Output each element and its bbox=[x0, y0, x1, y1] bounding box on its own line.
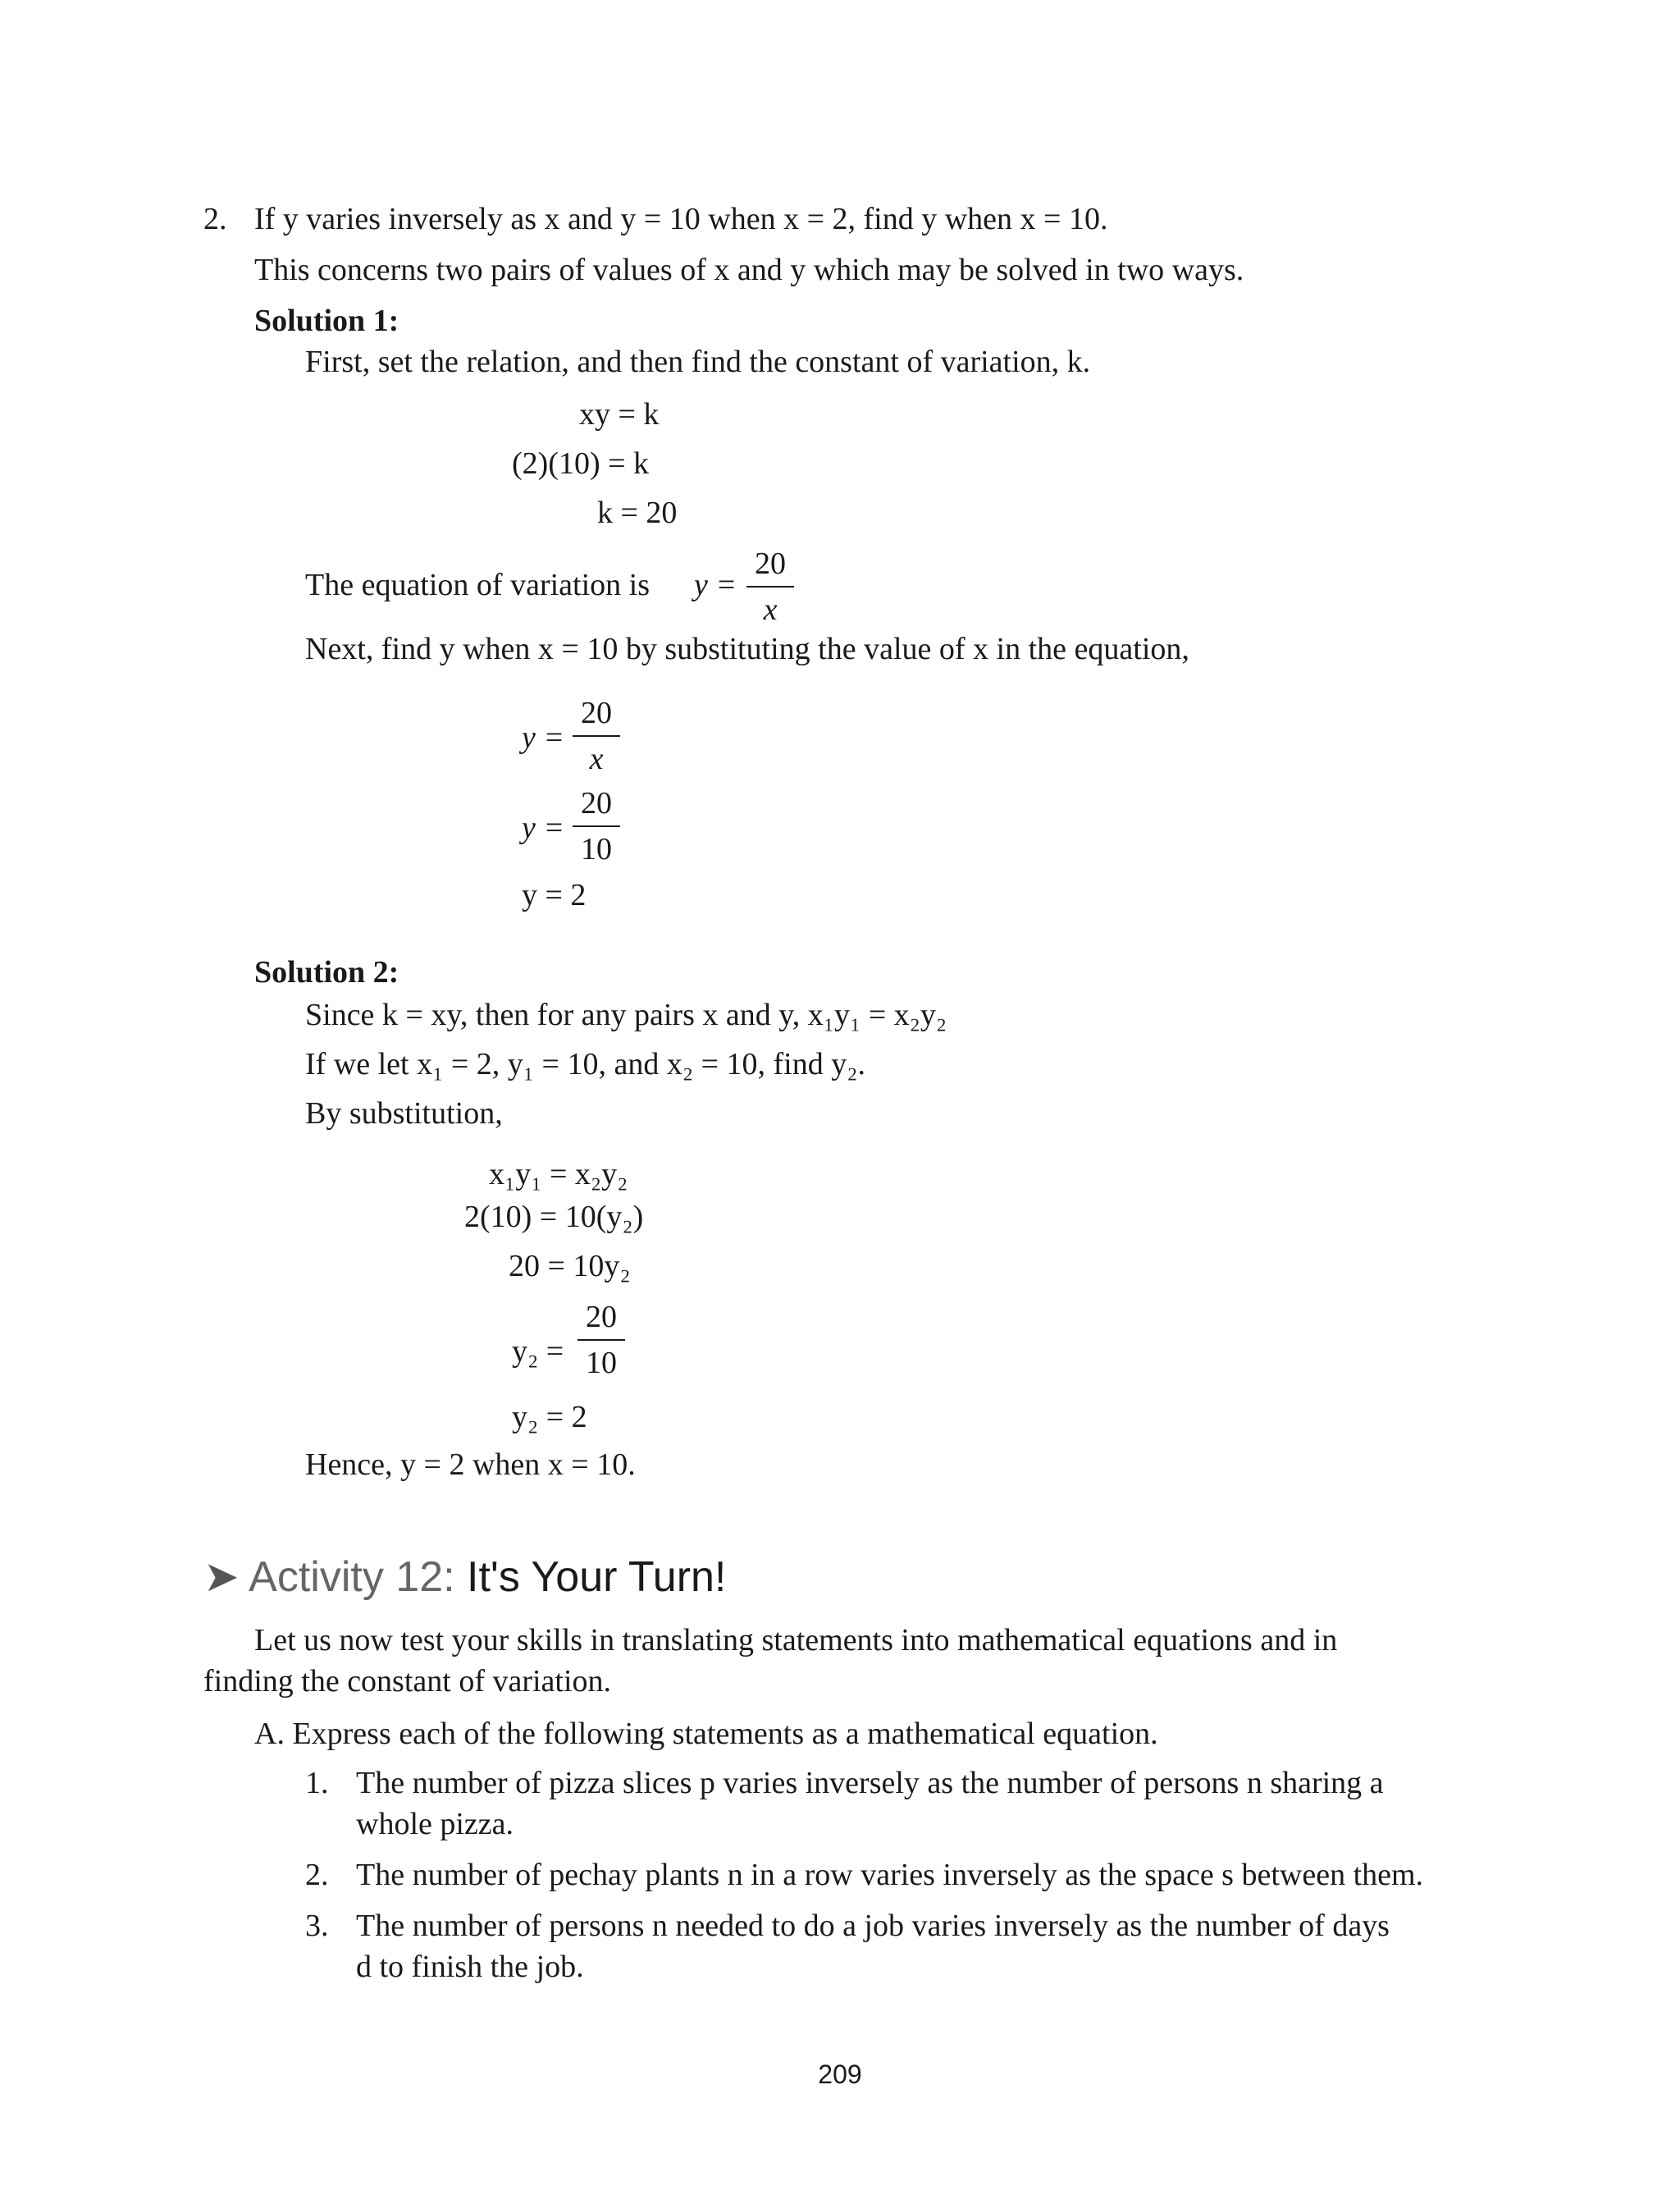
equation-of-variation-text: The equation of variation is bbox=[305, 568, 650, 602]
fraction-denominator: x bbox=[763, 592, 778, 627]
sub3: y = 2 bbox=[522, 878, 587, 912]
item-3-number: 3. bbox=[305, 1909, 329, 1943]
activity-label: Activity 12: bbox=[249, 1553, 455, 1601]
fraction-bar bbox=[578, 1339, 625, 1341]
fraction-denominator: 10 bbox=[586, 1346, 617, 1380]
solution1-heading: Solution 1: bbox=[254, 304, 399, 338]
fraction-numerator: 20 bbox=[581, 696, 612, 730]
solution1-eq2: (2)(10) = k bbox=[512, 446, 650, 481]
activity-intro-line1: Let us now test your skills in translating statements into mathematical equations and in bbox=[254, 1623, 1338, 1657]
sub1-lhs: y = bbox=[522, 720, 565, 755]
fraction-denominator: x bbox=[589, 742, 604, 776]
activity-title: It's Your Turn! bbox=[467, 1553, 727, 1601]
item-2-line1: The number of pechay plants n in a row varies inversely as the space s between them. bbox=[356, 1858, 1424, 1892]
solution2-eq3: 20 = 10y₂ bbox=[509, 1249, 631, 1283]
problem-number: 2. bbox=[203, 202, 227, 236]
activity-intro-line2: finding the constant of variation. bbox=[203, 1664, 612, 1699]
solution2-conclusion: Hence, y = 2 when x = 10. bbox=[305, 1447, 636, 1482]
activity-part-a: A. Express each of the following statements as a mathematical equation. bbox=[254, 1717, 1158, 1751]
fraction-denominator: 10 bbox=[581, 832, 612, 866]
item-1-number: 1. bbox=[305, 1766, 329, 1800]
item-1-line1: The number of pizza slices p varies inversely as the number of persons n sharing a bbox=[356, 1766, 1384, 1800]
solution2-line3: By substitution, bbox=[305, 1096, 503, 1131]
activity-heading bbox=[203, 1551, 726, 1603]
solution2-line2: If we let x₁ = 2, y₁ = 10, and x₂ = 10, find y₂. bbox=[305, 1047, 865, 1081]
problem-intro: This concerns two pairs of values of x and y which may be solved in two ways. bbox=[254, 253, 1244, 287]
solution2-eq5: y₂ = 2 bbox=[512, 1400, 587, 1434]
item-3-line2: d to finish the job. bbox=[356, 1950, 584, 1984]
solution2-line1: Since k = xy, then for any pairs x and y, x₁y₁ = x₂y₂ bbox=[305, 998, 947, 1032]
item-1-line2: whole pizza. bbox=[356, 1807, 514, 1841]
sub1-fraction bbox=[573, 694, 620, 778]
arrow-icon: ➤ bbox=[203, 1553, 240, 1601]
solution2-eq4-fraction bbox=[578, 1298, 625, 1382]
equation-of-variation-lhs: y = bbox=[694, 568, 737, 602]
sub2-fraction bbox=[573, 784, 620, 868]
item-3-line1: The number of persons n needed to do a job varies inversely as the number of days bbox=[356, 1909, 1390, 1943]
fraction-numerator: 20 bbox=[755, 546, 786, 581]
solution2-eq1: x₁y₁ = x₂y₂ bbox=[489, 1157, 628, 1191]
problem-statement: If y varies inversely as x and y = 10 when x = 2, find y when x = 10. bbox=[254, 202, 1108, 236]
fraction-bar bbox=[746, 586, 794, 588]
solution2-eq2: 2(10) = 10(y₂) bbox=[464, 1200, 644, 1234]
page-number: 209 bbox=[818, 2060, 862, 2089]
solution2-eq4-lhs: y₂ = bbox=[512, 1334, 564, 1369]
fraction-numerator: 20 bbox=[586, 1300, 617, 1334]
fraction-numerator: 20 bbox=[581, 786, 612, 821]
solution2-heading: Solution 2: bbox=[254, 955, 399, 990]
solution1-eq1: xy = k bbox=[579, 397, 660, 432]
item-2-number: 2. bbox=[305, 1858, 329, 1892]
equation-of-variation-fraction bbox=[746, 545, 794, 629]
solution1-next: Next, find y when x = 10 by substituting the value of x in the equation, bbox=[305, 632, 1189, 666]
fraction-bar bbox=[573, 735, 620, 737]
solution1-step1: First, set the relation, and then find the constant of variation, k. bbox=[305, 345, 1091, 379]
sub2-lhs: y = bbox=[522, 811, 565, 845]
fraction-bar bbox=[573, 825, 620, 827]
solution1-eq3: k = 20 bbox=[597, 496, 678, 530]
